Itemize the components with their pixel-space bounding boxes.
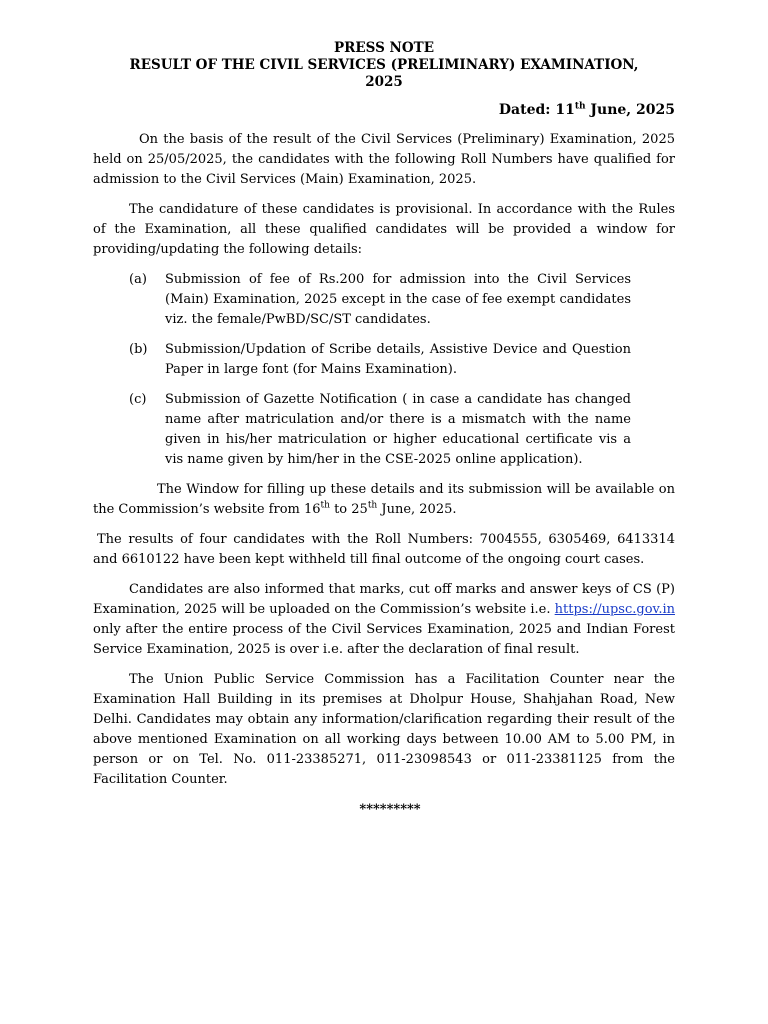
marks-text-a: Candidates are also informed that marks, cut off marks and answer keys of CS (P) Examination, 2025 will be uploaded on the Commission’s website i.e. (93, 582, 675, 617)
end-marker: ********* (359, 802, 421, 817)
paragraph-marks (93, 580, 675, 660)
title-press-note: PRESS NOTE (334, 40, 434, 56)
paragraph-qualified: On the basis of the result of the Civil Services (Preliminary) Examination, 2025 held on 25/05/2025, the candidates with the following Roll Numbers have qualified for admission to the Civil Services (Main) Examination, 2025. (93, 132, 675, 187)
paragraph-withheld: The results of four candidates with the Roll Numbers: 7004555, 6305469, 6413314 and 6610122 have been kept withheld till final outcome of the ongoing court cases. (93, 532, 675, 567)
paragraph-window (93, 480, 675, 520)
title-result-line: RESULT OF THE CIVIL SERVICES (PRELIMINARY) EXAMINATION, (129, 57, 639, 73)
list-item (93, 270, 675, 330)
window-text-b: to 25 (329, 502, 368, 517)
list-item (93, 390, 675, 470)
list-marker: (a) (129, 272, 147, 287)
marks-text-b: only after the entire process of the Civil Services Examination, 2025 and Indian Forest Service Examination, 2025 is over i.e. after the declaration of final result. (93, 622, 675, 657)
list-item-text: Submission/Updation of Scribe details, Assistive Device and Question Paper in large font (for Mains Examination). (165, 342, 631, 377)
list-item-text: Submission of Gazette Notification ( in case a candidate has changed name after matriculation and/or there is a mismatch with the name given in his/her matriculation or higher educational certificate vis a vis name given by him/her in the CSE-2025 online application). (165, 392, 631, 467)
dated-prefix: Dated: 11 (498, 102, 575, 118)
dated-line (93, 100, 675, 120)
title-year: 2025 (365, 74, 403, 90)
list-marker: (b) (129, 342, 148, 357)
window-sup-2: th (367, 500, 378, 511)
details-list (93, 270, 675, 470)
window-sup-1: th (320, 500, 330, 511)
list-item-text: Submission of fee of Rs.200 for admission into the Civil Services (Main) Examination, 2025 except in the case of fee exempt candidates viz. the female/PwBD/SC/ST candidates. (165, 272, 631, 327)
title-block (93, 40, 675, 91)
list-item (93, 340, 675, 380)
window-text-c: June, 2025. (377, 502, 457, 517)
list-marker: (c) (129, 392, 147, 407)
window-text-a: The Window for filling up these details and its submission will be available on the Commission’s website from 16 (93, 482, 675, 517)
press-note-document (93, 40, 675, 820)
paragraph-facilitation: The Union Public Service Commission has a Facilitation Counter near the Examination Hall Building in its premises at Dholpur House, Shahjahan Road, New Delhi. Candidates may obtain any information/clarification regarding their result of the above mentioned Examination on all working days between 10.00 AM to 5.00 PM, in person or on Tel. No. 011-23385271, 011-23098543 or 011-23381125 from the Facilitation Counter. (93, 672, 675, 787)
dated-suffix: June, 2025 (585, 102, 675, 118)
upsc-website-link[interactable]: https://upsc.gov.in (554, 602, 675, 617)
paragraph-candidature: The candidature of these candidates is provisional. In accordance with the Rules of the Examination, all these qualified candidates will be provided a window for providing/updating the following details: (93, 202, 675, 257)
dated-sup: th (574, 101, 586, 112)
